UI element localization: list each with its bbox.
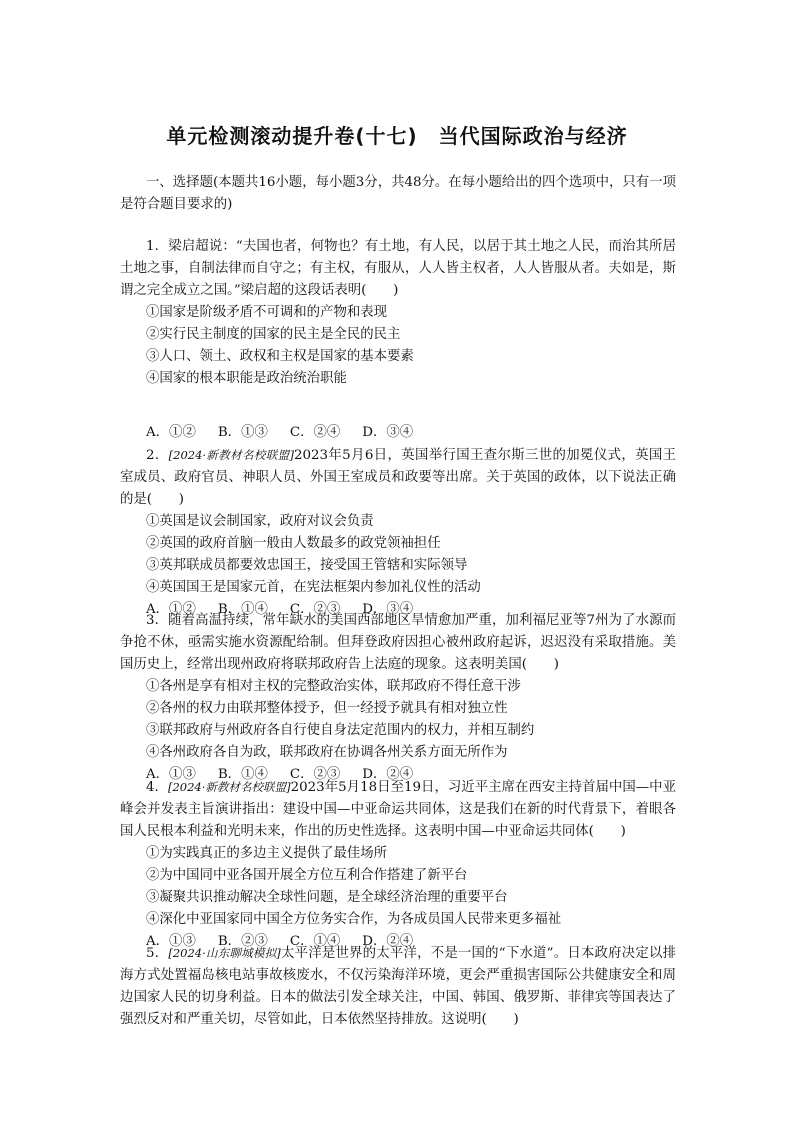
question-1 [120,236,676,390]
instructions-text: 一、选择题(本题共16小题，每小题3分，共48分。在每小题给出的四个选项中，只有一项是符合题目要求的) [120,175,676,212]
question-2-answer-b[interactable]: B．①④ [217,602,268,617]
question-4-source-tag: [2024·新教材名校联盟] [167,780,291,794]
question-4-option-4: ④深化中亚国家同中国全方位务实合作，为各成员国人民带来更多福祉 [146,912,562,927]
question-4-answer-d[interactable]: D．②④ [362,934,414,949]
question-2-option-3: ③英邦联成员都要效忠国王，接受国王管辖和实际领导 [146,558,468,573]
question-3-option-4: ④各州政府各自为政，联邦政府在协调各州关系方面无所作为 [146,745,508,760]
question-2-stem-wrap [120,444,676,511]
question-1-stem: 1．梁启超说：“夫国也者，何物也？有土地，有人民，以居于其土地之人民，而治其所居土地之事，自制法律而自守之；有主权，有服从，人人皆主权者，人人皆服从者。夫如是，斯谓之完全成立之国。”梁启超的这段话表明( ) [120,239,676,298]
question-1-option-2: ②实行民主制度的国家的民主是全民的民主 [146,327,401,342]
question-2-answer-c[interactable]: C．②③ [289,602,341,617]
question-1-answer-d[interactable]: D．③④ [362,425,414,440]
question-3-answer-b[interactable]: B．①④ [217,767,268,782]
section-instructions [120,172,676,216]
question-2 [120,444,676,621]
question-4-option-2: ②为中国同中亚各国开展全方位互利合作搭建了新平台 [146,868,468,883]
question-3-answer-a[interactable]: A．①③ [146,767,196,782]
question-4-option-1: ①为实践真正的多边主义提供了最佳场所 [146,846,388,861]
question-4-option-3: ③凝聚共识推动解决全球性问题，是全球经济治理的重要平台 [146,890,508,905]
question-2-number: 2． [146,448,169,463]
question-1-option-4: ④国家的根本职能是政治统治职能 [146,371,347,386]
question-4-stem-wrap [120,776,676,843]
question-4-stem: 2023年5月18日至19日，习近平主席在西安主持首届中国—中亚峰会并发表主旨演讲指出：建设中国—中亚命运共同体，这是我们在新的时代背景下，着眼各国人民根本利益和光明未来，作出的历史性选择。这表明中国—中亚命运共同体( ) [120,780,676,839]
question-1-answers [120,422,676,444]
question-5-number: 5． [146,946,169,961]
question-4-number: 4． [146,780,168,795]
question-5-stem: 太平洋是世界的太平洋，不是一国的“下水道”。日本政府决定以排海方式处置福岛核电站事故核废水，不仅污染海洋环境，更会严重损害国际公共健康安全和周边国家人民的切身利益。日本的做法引发全球关注，中国、韩国、俄罗斯、菲律宾等国表达了强烈反对和严重关切，尽管如此，日本依然坚持排放。这说明( ) [120,946,676,1027]
question-1-answer-c[interactable]: C．②④ [289,425,341,440]
question-4-answer-a[interactable]: A．①③ [146,934,196,949]
question-1-option-3: ③人口、领土、政权和主权是国家的基本要素 [146,349,414,364]
page-title: 单元检测滚动提升卷(十七) 当代国际政治与经济 [166,124,628,148]
question-2-option-4: ④英国国王是国家元首，在宪法框架内参加礼仪性的活动 [146,580,481,595]
question-4-answer-b[interactable]: B．②③ [217,934,268,949]
question-1-option-1: ①国家是阶级矛盾不可调和的产物和表现 [146,305,388,320]
question-3-option-2: ②各州的权力由联邦整体授予，但一经授予就具有相对独立性 [146,701,508,716]
question-3-answer-c[interactable]: C．②③ [289,767,341,782]
question-2-answer-d[interactable]: D．③④ [362,602,414,617]
question-2-source-tag: [2024·新教材名校联盟] [168,448,294,462]
question-1-answer-b[interactable]: B．①③ [217,425,268,440]
question-2-stem: 2023年5月6日，英国举行国王查尔斯三世的加冕仪式，英国王室成员、政府官员、神职人员、外国王室成员和政要等出席。关于英国的政体，以下说法正确的是( ) [120,448,676,507]
question-2-answer-a[interactable]: A．①② [146,602,196,617]
question-4 [120,776,676,953]
question-5-source-tag: [2024·山东聊城模拟] [168,946,281,960]
question-3-answer-d[interactable]: D．②④ [362,767,414,782]
question-1-answer-a[interactable]: A．①② [146,425,196,440]
question-4-answer-c[interactable]: C．①④ [289,934,341,949]
question-2-option-1: ①英国是议会制国家，政府对议会负责 [146,514,374,529]
question-2-option-2: ②英国的政府首脑一般由人数最多的政党领袖担任 [146,536,441,551]
question-3-option-3: ③联邦政府与州政府各自行使自身法定范围内的权力，并相互制约 [146,723,535,738]
question-3 [120,610,676,786]
question-5 [120,942,676,1031]
question-3-stem: 3．随着高温持续，常年缺水的美国西部地区旱情愈加严重，加利福尼亚等7州为了水源而争抢不休，亟需实施水资源配给制。但拜登政府因担心被州政府起诉，迟迟没有采取措施。美国历史上，经常出现州政府将联邦政府告上法庭的现象。这表明美国( ) [120,613,676,672]
question-5-stem-wrap [120,942,676,1031]
question-3-option-1: ①各州是享有相对主权的完整政治实体，联邦政府不得任意干涉 [146,679,521,694]
